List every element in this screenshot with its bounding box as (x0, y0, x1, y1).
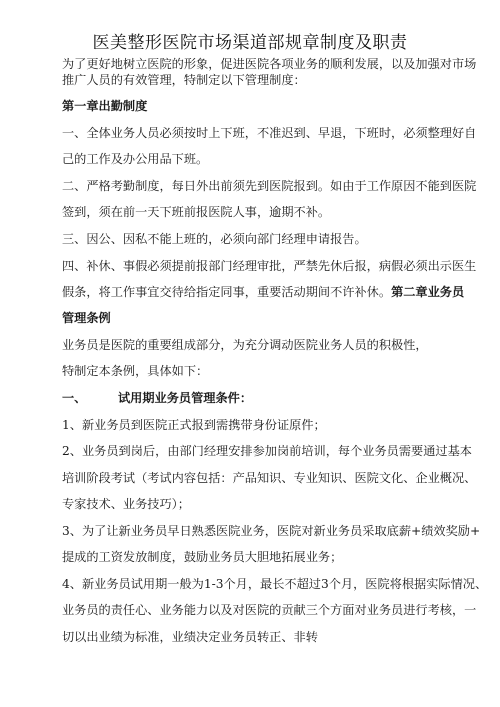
section-1-number: 一、 (62, 391, 87, 405)
intro-line-1: 为了更好地树立医院的形象，促进医院各项业务的顺利发展，以及加强对市场 (62, 57, 477, 71)
section-1-item-4-line-3: 切以出业绩为标准，业绩决定业务员转正、非转 (62, 630, 318, 644)
section-1-item-4-line-1: 4、新业务员试用期一般为1-3个月，最长不超过3个月，医院将根据实际情况、 (62, 577, 488, 591)
clause-1-line-2: 己的工作及办公用品下班。 (62, 152, 209, 166)
section-1-item-2-line-2: 培训阶段考试（考试内容包括：产品知识、专业知识、医院文化、企业概况、 (62, 471, 477, 485)
section-1-item-3-line-2: 提成的工资发放制度，鼓励业务员大胆地拓展业务； (62, 550, 343, 564)
clause-4-line-2 (62, 284, 464, 300)
section-1-heading (62, 390, 252, 406)
clause-2-line-1: 二、严格考勤制度，每日外出前须先到医院报到。如由于工作原因不能到医院 (62, 179, 477, 193)
clause-2-line-2: 签到，须在前一天下班前报医院人事，逾期不补。 (62, 205, 331, 219)
chapter-1-heading: 第一章出勤制度 (62, 99, 148, 113)
section-1-title: 试用期业务员管理条件： (118, 391, 253, 405)
section-1-item-4-line-2: 业务员的责任心、业务能力以及对医院的贡献三个方面对业务员进行考核，一 (62, 603, 477, 617)
section-1-item-3-line-1: 3、为了让新业务员早日熟悉医院业务，医院对新业务员采取底薪+绩效奖励+ (62, 524, 481, 538)
clause-3-line-1: 三、因公、因私不能上班的，必须向部门经理申请报告。 (62, 232, 367, 246)
clause-4-line-1: 四、补休、事假必须提前报部门经理审批，严禁先休后报，病假必须出示医生 (62, 259, 477, 273)
section-1-item-2-line-3: 专家技术、业务技巧）； (62, 497, 190, 511)
clause-4-line-2-text: 假条，将工作事宜交待给指定同事，重要活动期间不许补休。 (62, 285, 392, 299)
clause-1-line-1: 一、全体业务人员必须按时上下班，不准迟到、早退，下班时，必须整理好自 (62, 126, 477, 140)
intro-line-2: 推广人员的有效管理，特制定以下管理制度： (62, 73, 306, 87)
chapter-2-intro-line-1: 业务员是医院的重要组成部分，为充分调动医院业务人员的积极性， (62, 338, 428, 352)
section-1-item-1: 1、新业务员到医院正式报到需携带身份证原件； (62, 418, 326, 432)
document-title: 医美整形医院市场渠道部规章制度及职责 (92, 33, 408, 53)
chapter-2-heading-part-1: 第二章业务员 (391, 285, 465, 299)
chapter-2-intro-line-2: 特制定本条例，具体如下： (62, 364, 209, 378)
section-1-item-2-line-1: 2、业务员到岗后，由部门经理安排参加岗前培训，每个业务员需要通过基本 (62, 444, 472, 458)
chapter-2-heading-part-2: 管理条例 (62, 311, 111, 325)
